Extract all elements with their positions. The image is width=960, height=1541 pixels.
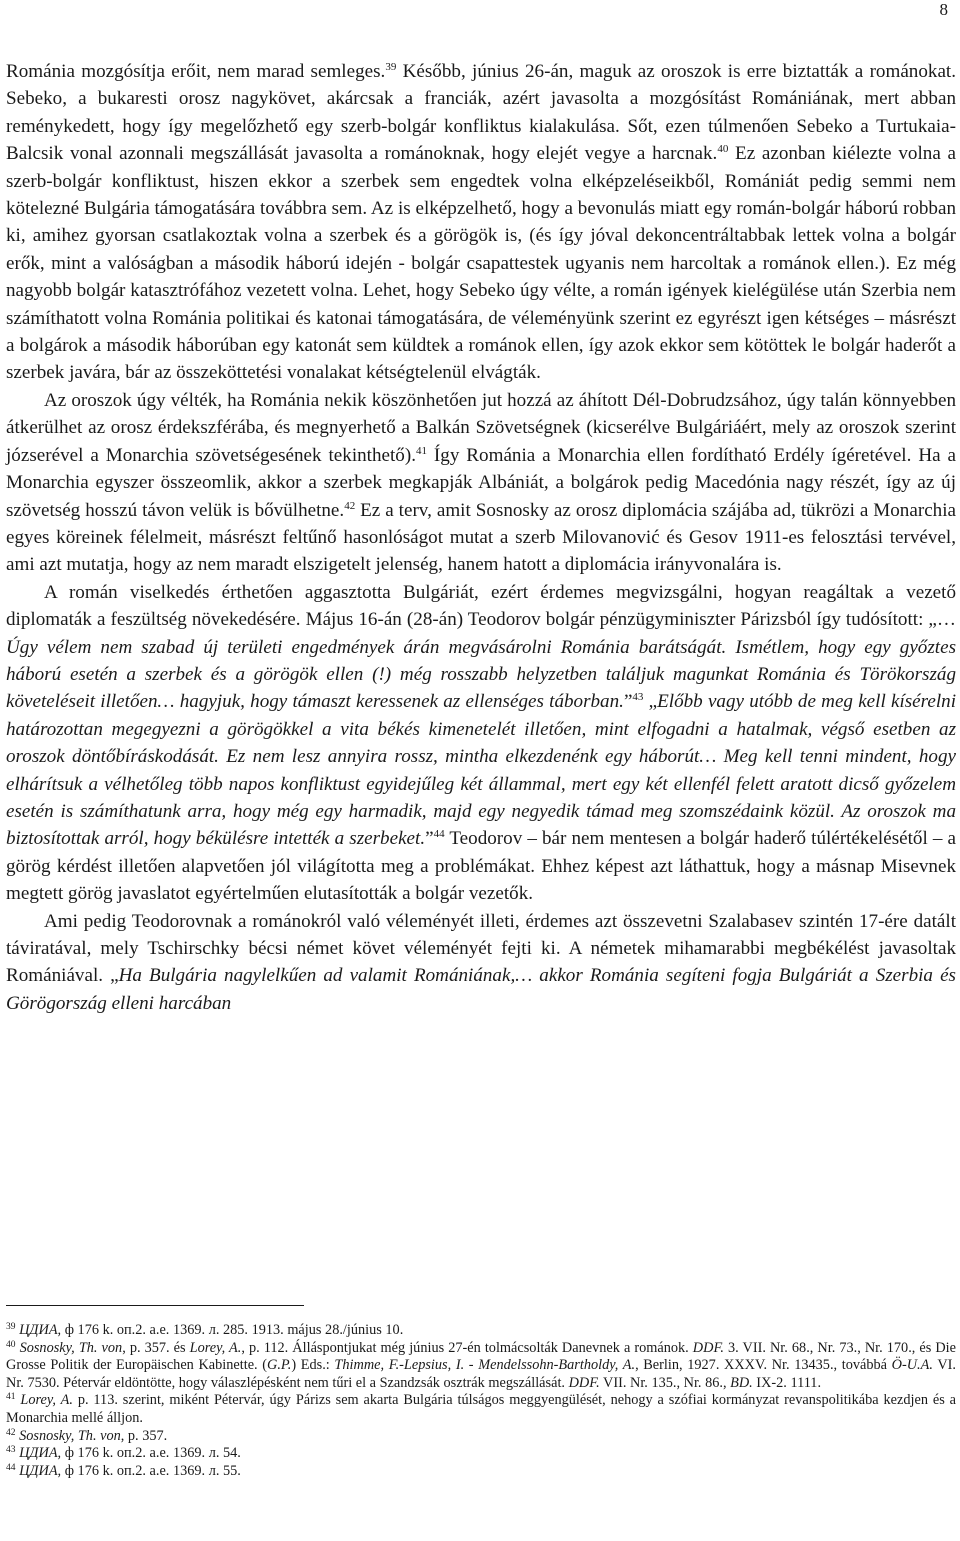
text-run: Ez a terv, amit Sosnosky az orosz diplomácia szájába ad, tükrözi a Monarchia egyes köreinek félelmeit, másrészt feltűnő hasonlóságot mutat a szerb Milovanović és Gesov 1911-es felosztási tervével, ami azt mutatja, hogy az nem maradt elszigetelt jelenség, hanem hatott a diplomácia irányvonalára is. [6, 499, 956, 576]
footnote-ref: 43 [632, 691, 644, 704]
text-run: , p. 357. [120, 1427, 168, 1444]
text-run: Az oroszok úgy vélték, ha Románia nekik köszönhetően jut hozzá az áhított Dél-Dobrudzsához, úgy talán könnyebben átkerülhet az orosz érdekszférába, és megnyerhető a Balkán Szövetségnek (kicserélve Bulgáriáért, mely az oroszok szerint józserével a Monarchia szövetségesének tekinthető). [6, 389, 956, 466]
footnote-number: 41 [6, 1392, 16, 1403]
text-run: ” [425, 828, 434, 850]
footnote [6, 1428, 956, 1446]
paragraph [6, 387, 956, 579]
footnote [6, 1322, 956, 1340]
italic-text: ЦДИА, [19, 1322, 62, 1338]
italic-text: Lorey, A. [189, 1339, 242, 1356]
text-run: ф 176 k. оп.2. a.e. 1369. л. 55. [61, 1462, 241, 1479]
paragraph [6, 908, 956, 1018]
footnote [6, 1340, 956, 1393]
text-run: Teodorov – bár nem mentesen a bolgár haderő túlértékelésétől – a görög kérdést illetően alapvetően jól világította meg a problémákat. Ehhez képest azt láthattuk, hogy a másnap Misevnek megtett görög javaslatot egyértelműen elutasították a bolgár vezetők. [6, 828, 956, 905]
footnote-number: 43 [6, 1445, 16, 1456]
paragraph [6, 579, 956, 908]
text-run: , p. 357. és [122, 1339, 190, 1356]
footnotes [6, 1322, 956, 1480]
italic-text: Thimme, F.-Lepsius, I. - Mendelssohn-Bartholdy, A. [334, 1357, 636, 1374]
footnote-ref: 42 [344, 499, 356, 512]
text-run: VII. Nr. 135., Nr. 86., [599, 1374, 731, 1391]
text-run: ф 176 k. оп.2. a.e. 1369. л. 285. 1913. május 28./június 10. [61, 1322, 404, 1338]
text-run: „ [643, 691, 658, 713]
italic-text: Úgy vélem nem szabad új területi engedmények árán megvásárolni Románia barátságát. Ismétlem, hogy egy győztes háború esetén a szerbek és a görögök ellen (!) még rosszabb helyzetben találjuk magunkat Románia és Törökország követeléseit illetően… hagyjuk, hogy támaszt keressenek az ellenséges táborban. [6, 636, 956, 713]
footnote-ref: 44 [433, 828, 445, 841]
italic-text: Előbb vagy utóbb de meg kell kísérelni határozottan megegyezni a görögökkel a vita békés kimenetelét illetően, mint elfogadni a hatalmak, végső esetben az oroszok döntőbíráskodását. Ez nem lesz annyira rossz, mintha elkezdenénk egy háborút… Meg kell tenni mindent, hogy elhárítsuk a vélhetőleg több napos konfliktust egyidejűleg két állammal, mert egy két ellenfél felett aratott dicső győzelem esetén is számíthatunk arra, hogy még egy harmadik, majd egy negyedik támad meg szomszédaink közül. Az oroszok ma biztosítottak arról, hogy békülésre intették a szerbeket. [6, 691, 957, 850]
text-run: Románia mozgósítja erőit, nem marad semleges. [6, 61, 386, 82]
footnote-number: 40 [6, 1339, 16, 1350]
footnote [6, 1392, 956, 1427]
text-run: VI. Nr. 7530. Pétervár eldöntötte, hogy válaszlépésként nem tűri el a Szandzsák osztrák megszállását. [6, 1357, 956, 1391]
footnote [6, 1445, 956, 1463]
text-run: A román viselkedés érthetően aggasztotta Bulgáriát, ezért érdemes megvizsgálni, hogyan reagáltak a vezető diplomaták a feszültség növekedésére. Május 16-án (28-án) Teodorov bolgár pénzügyminiszter Párizsból így tudósított: „… [6, 581, 956, 631]
footnote-ref: 40 [717, 143, 729, 156]
text-run: Ami pedig Teodorovnak a románokról való véleményét illeti, érdemes azt összevetni Szalabasev szintén 17-ére datált táviratával, mely Tschirschky bécsi német követ véleményét fejti ki. A németek mihamarabbi megbékélést javasoltak Romániával. „ [6, 910, 956, 987]
italic-text: G.P. [267, 1357, 292, 1374]
text-run: Később, június 26-án, maguk az oroszok is erre biztatták a románokat. Sebeko, a bukaresti orosz nagykövet, akárcsak a franciák, azért javasolta a mozgósítást Romániának, mert abban reménykedett, hogy így megelőzhető egy szerb-bolgár konfliktus kialakulása. Sőt, ezen túlmenően Sebeko a Turtukaia-Balcsik vonal azonnali megszállását javasolta a románoknak, hogy elejét vegye a harcnak. [6, 61, 956, 165]
paragraph [6, 58, 956, 387]
text-run: ) Eds.: [291, 1357, 335, 1374]
text-run: , Berlin, 1927. XXXV. Nr. 13435., továbbá [635, 1357, 892, 1374]
footnote-number: 42 [6, 1427, 16, 1438]
text-run: p. 113. szerint, miként Pétervár, úgy Párizs sem akarta Bulgária túlságos meggyengülését, nehogy a szófiai kormányzat revanspolitikába kezdjen és a Monarchia mellé álljon. [6, 1392, 957, 1426]
page-number: 8 [939, 0, 948, 19]
text-run: ф 176 k. оп.2. a.e. 1369. л. 54. [61, 1445, 241, 1462]
italic-text: Ö-U.A. [891, 1357, 933, 1374]
text-run: ” [623, 691, 633, 713]
italic-text: DDF. [568, 1374, 600, 1391]
footnote-separator [6, 1305, 304, 1306]
main-text [6, 58, 956, 1017]
italic-text: Lorey, A. [20, 1392, 73, 1409]
footnote-number: 44 [6, 1462, 16, 1473]
footnote-number: 39 [6, 1322, 16, 1332]
footnote [6, 1463, 956, 1481]
text-run: Így Románia a Monarchia ellen fordítható Erdély ígéretével. Ha a Monarchia egyszer összeomlik, akkor a szerbek megkapják Albániát, a bolgárok pedig Macedónia nagy részét, így az új szövetség hosszú távon velük is bővülhetne. [6, 444, 956, 521]
italic-text: ЦДИА, [19, 1462, 62, 1479]
italic-text: Sosnosky, Th. von [19, 1339, 123, 1356]
text-run: 3. VII. Nr. 68., Nr. 73., Nr. 170., és Die Grosse Politik der Europäischen Kabinette. ( [6, 1339, 956, 1374]
text-run: , p. 112. Álláspontjukat még június 27-én tolmácsolták Danevnek a románok. [241, 1339, 693, 1356]
italic-text: BD. [730, 1374, 753, 1391]
footnote-ref: 41 [415, 444, 427, 457]
italic-text: DDF. [692, 1339, 724, 1356]
footnote-ref: 39 [385, 61, 397, 73]
text-run: IX-2. 1111. [752, 1374, 822, 1391]
italic-text: ЦДИА, [19, 1445, 62, 1462]
text-run: Ez azonban kiélezte volna a szerb-bolgár konfliktust, hiszen ekkor a szerbek sem engedtek volna elképzeléseikből, Romániát pedig semmi nem kötelezné Bulgária támogatására továbbra sem. Az is elképzelhető, hogy a bevonulás miatt egy román-bolgár háború robban ki, amihez gyorsan csatlakoztak volna a szerbek és a görögök is, (és így jóval dekoncentráltabbak lettek volna a bolgár erők, mint a valóságban a második háború idején - bolgár csapattestek ugyanis nem harcoltak a románok ellen.). Ez még nagyobb bolgár katasztrófához vezetett volna. Lehet, hogy Sebeko úgy vélte, a román igények kielégülése után Szerbia nem számíthatott volna Románia politikai és katonai támogatására, de véleményünk szerint ez egyrészt igen kétséges – másrészt a bolgárok a második háborúban egy katonát sem küldtek a románok ellen, így azok ekkor sem kötöttek le bolgár haderőt a szerbek javára, bár az összeköttetési vonalakat kétségtelenül elvágták. [6, 143, 956, 384]
italic-text: Ha Bulgária nagylelkűen ad valamit Romániának,… akkor Románia segíteni fogja Bulgáriát a Szerbia és Görögország elleni harcában [6, 965, 956, 1014]
italic-text: Sosnosky, Th. von [19, 1427, 121, 1444]
